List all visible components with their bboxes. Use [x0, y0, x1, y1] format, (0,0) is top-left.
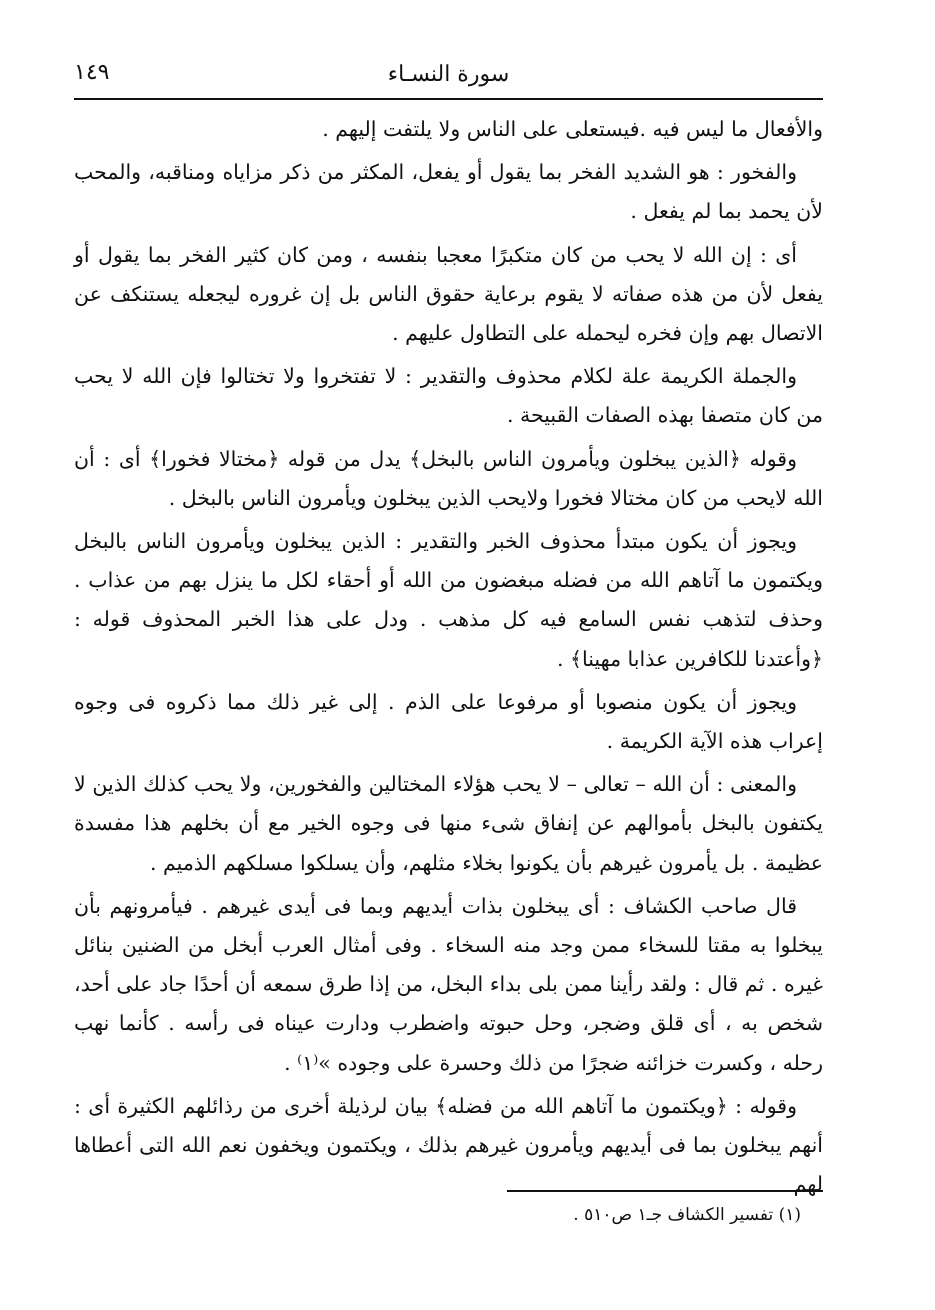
page-body: [74, 110, 823, 1208]
surah-title: سورة النسـاء: [387, 62, 510, 87]
paragraph-6: ويجوز أن يكون مبتدأ محذوف الخبر والتقدير : الذين يبخلون ويأمرون الناس بالبخل ويكتمون ما آتاهم الله من فضله مبغضون من الله أو أحقاء لكل ما ينزل بهم من عذاب . وحذف لتذهب نفس السامع فيه كل مذهب . ودل على هذا الخبر المحذوف قوله : ﴿وأعتدنا للكافرين عذابا مهينا﴾ .: [74, 529, 823, 671]
paragraph-5: وقوله ﴿الذين يبخلون ويأمرون الناس بالبخل﴾ يدل من قوله ﴿مختالا فخورا﴾ أى : أن الله لايحب من كان مختالا فخورا ولايحب الذين يبخلون ويأمرون الناس بالبخل .: [74, 446, 823, 510]
page-number: ١٤٩: [74, 60, 110, 85]
paragraph-8: والمعنى : أن الله – تعالى – لا يحب هؤلاء المختالين والفخورين، ولا يحب كذلك الذين لا يكتفون بالبخل بأموالهم عن إنفاق شىء منها فى وجوه الخير مع أن بخلهم هذا مفسدة عظيمة . بل يأمرون غيرهم بأن يكونوا بخلاء مثلهم، وأن يسلكوا مسلكهم الذميم .: [74, 772, 823, 875]
page-header: [74, 58, 823, 94]
paragraph-1: والأفعال ما ليس فيه .فيستعلى على الناس ولا يلتفت إليهم .: [322, 117, 823, 141]
paragraph-10: وقوله : ﴿ويكتمون ما آتاهم الله من فضله﴾ بيان لرذيلة أخرى من رذائلهم الكثيرة أى : أنهم يبخلون بما فى أيديهم ويأمرون غيرهم بذلك ، ويكتمون ويخفون نعم الله التى أعطاها لهم: [74, 1093, 823, 1197]
paragraph-3: أى : إن الله لا يحب من كان متكبرًا معجبا بنفسه ، ومن كان كثير الفخر بما يقول أو يفعل لأن من هذه صفاته لا يقوم برعاية حقوق الناس بل إن غروره ليجعله يستنكف عن الاتصال بهم وإن فخره ليحمله على التطاول عليهم .: [74, 242, 823, 346]
paragraph-7: ويجوز أن يكون منصوبا أو مرفوعا على الذم . إلى غير ذلك مما ذكروه فى وجوه إعراب هذه الآية الكريمة .: [74, 689, 823, 754]
paragraph-4: والجملة الكريمة علة لكلام محذوف والتقدير : لا تفتخروا ولا تختالوا فإن الله لا يحب من كان متصفا بهذه الصفات القبيحة .: [74, 364, 823, 428]
footnote: (١) تفسير الكشاف جـ١ ص٥١٠ .: [573, 1205, 801, 1225]
paragraph-9: قال صاحب الكشاف : أى يبخلون بذات أيديهم وبما فى أيدى غيرهم . فيأمرونهم بأن يبخلوا به مقتا للسخاء ممن وجد منه السخاء . وفى أمثال العرب أبخل من الضنين بنائل غيره . ثم قال : ولقد رأينا ممن بلى بداء البخل، من إذا طرق سمعه أن أحدًا جاد على أحد، شخص به ، أى قلق وضجر، وحل حبوته واضطرب ودارت عيناه فى رأسه . كأنما نهب رحله ، وكسرت خزائنه ضجرًا من ذلك وحسرة على وجوده »⁽١⁾ .: [74, 893, 823, 1075]
paragraph-2: والفخور : هو الشديد الفخر بما يقول أو يفعل، المكثر من ذكر مزاياه ومناقبه، والمحب لأن يحمد بما لم يفعل .: [74, 160, 823, 224]
footnote-rule: [507, 1190, 823, 1192]
header-rule: [74, 98, 823, 100]
